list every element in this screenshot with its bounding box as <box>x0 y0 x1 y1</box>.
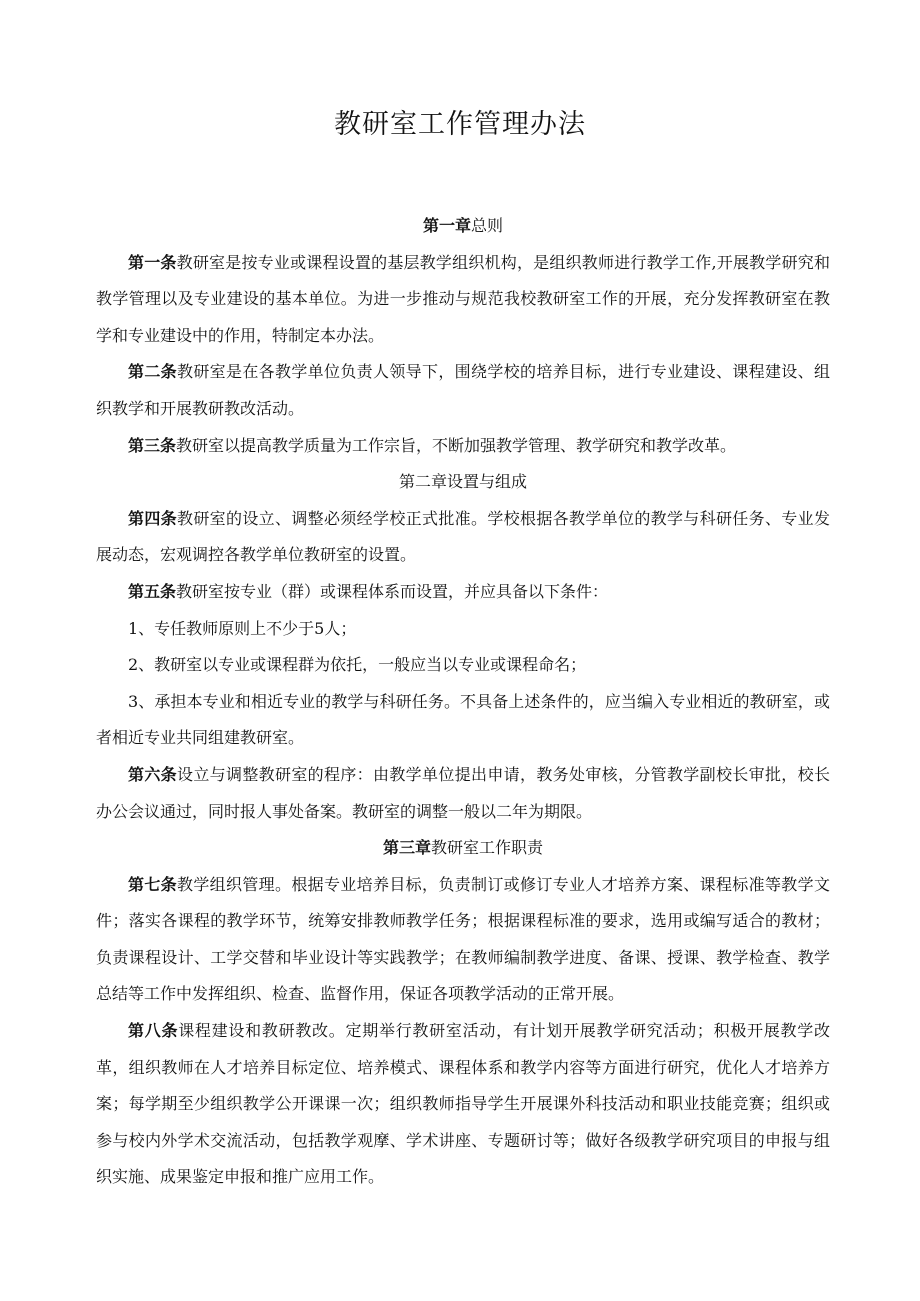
article-text: 教研室按专业（群）或课程体系而设置，并应具备以下条件： <box>176 581 609 601</box>
chapter-title: 第二章设置与组成 <box>398 472 527 492</box>
article-1 <box>96 245 830 355</box>
chapter-number: 第一章 <box>422 216 471 235</box>
chapter-title: 教研室工作职责 <box>431 838 544 858</box>
chapter-title: 总则 <box>471 216 504 235</box>
article-number: 第八条 <box>128 1021 179 1041</box>
article-text: 教研室以提高教学质量为工作宗旨，不断加强教学管理、教学研究和教学改革。 <box>176 435 737 455</box>
article-2 <box>96 354 830 427</box>
article-5 <box>96 574 830 611</box>
chapter-heading-1 <box>96 208 830 245</box>
article-number: 第二条 <box>128 362 177 382</box>
article-6 <box>96 757 830 830</box>
document-title: 教研室工作管理办法 <box>334 109 586 140</box>
article-text: 教研室是在各教学单位负责人领导下，围绕学校的培养目标，进行专业建设、课程建设、组织教学和开展教研教改活动。 <box>96 362 830 418</box>
chapter-number: 第三章 <box>382 838 431 858</box>
document-body <box>96 208 830 1196</box>
article-text: 设立与调整教研室的程序：由教学单位提出申请，教务处审核，分管教学副校长审批，校长办公会议通过，同时报人事处备案。教研室的调整一般以二年为期限。 <box>96 764 830 821</box>
article-number: 第六条 <box>128 764 177 784</box>
article-text: 课程建设和教研教改。定期举行教研室活动，有计划开展教学研究活动；积极开展教学改革，组织教师在人才培养目标定位、培养模式、课程体系和教学内容等方面进行研究，优化人才培养方案；每学期至少组织教学公开课课一次；组织教师指导学生开展课外科技活动和职业技能竞赛；组织或参与校内外学术交流活动，包括教学观摩、学术讲座、专题研讨等；做好各级教学研究项目的申报与组织实施、成果鉴定申报和推广应用工作。 <box>96 1021 830 1187</box>
condition-item-3: 3、承担本专业和相近专业的教学与科研任务。不具备上述条件的，应当编入专业相近的教研室，或者相近专业共同组建教研室。 <box>96 691 830 748</box>
article-text: 教研室的设立、调整必须经学校正式批准。学校根据各教学单位的教学与科研任务、专业发展动态，宏观调控各教学单位教研室的设置。 <box>96 508 830 565</box>
chapter-heading-3 <box>96 830 830 867</box>
article-number: 第三条 <box>128 435 177 455</box>
article-number: 第一条 <box>128 252 177 272</box>
article-number: 第七条 <box>128 874 177 894</box>
article-number: 第五条 <box>128 581 177 601</box>
article-8 <box>96 1013 830 1196</box>
article-number: 第四条 <box>128 508 177 528</box>
article-7 <box>96 867 830 1013</box>
chapter-heading-2 <box>96 464 830 501</box>
article-3 <box>96 428 830 465</box>
condition-item-2: 2、教研室以专业或课程群为依托，一般应当以专业或课程命名； <box>128 655 587 675</box>
article-text: 教研室是按专业或课程设置的基层教学组织机构，是组织教师进行教学工作,开展教学研究和教学管理以及专业建设的基本单位。为进一步推动与规范我校教研室工作的开展，充分发挥教研室在教学和专业建设中的作用，特制定本办法。 <box>96 252 830 345</box>
article-text: 教学组织管理。根据专业培养目标，负责制订或修订专业人才培养方案、课程标准等教学文件；落实各课程的教学环节，统筹安排教师教学任务；根据课程标准的要求，选用或编写适合的教材；负责课程设计、工学交替和毕业设计等实践教学；在教师编制教学进度、备课、授课、教学检查、教学总结等工作中发挥组织、检查、监督作用，保证各项教学活动的正常开展。 <box>96 874 830 1004</box>
condition-item-1: 1、专任教师原则上不少于5人； <box>128 618 357 638</box>
article-4 <box>96 501 830 574</box>
